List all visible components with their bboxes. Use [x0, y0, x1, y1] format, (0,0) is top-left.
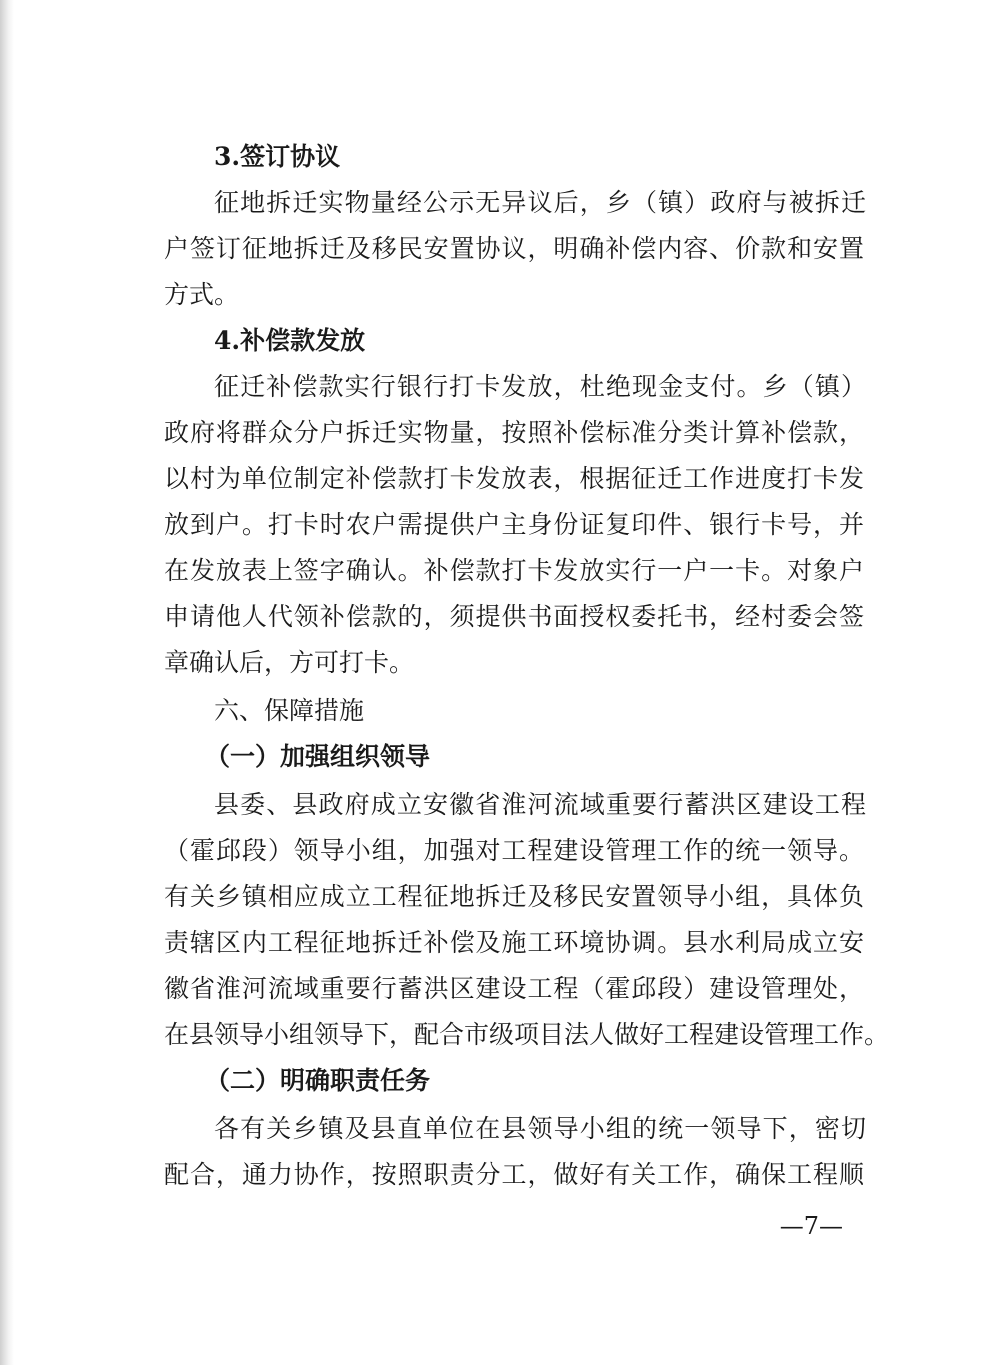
section-4-paragraph-line: 申请他人代领补偿款的，须提供书面授权委托书，经村委会签	[164, 602, 864, 631]
subsection-1-paragraph-line: 徽省淮河流域重要行蓄洪区建设工程（霍邱段）建设管理处，	[164, 974, 864, 1003]
subsection-1-paragraph-line: 在县领导小组领导下，配合市级项目法人做好工程建设管理工作。	[164, 1020, 890, 1049]
subsection-2-paragraph-line: 各有关乡镇及县直单位在县领导小组的统一领导下，密切	[214, 1114, 866, 1143]
section-4-paragraph-line: 章确认后，方可打卡。	[164, 648, 415, 677]
section-3-paragraph-line: 户签订征地拆迁及移民安置协议，明确补偿内容、价款和安置	[164, 234, 864, 263]
subsection-1-heading: （一）加强组织领导	[205, 742, 431, 771]
section-3-paragraph-line: 方式。	[164, 280, 240, 309]
subsection-1-paragraph-line: 县委、县政府成立安徽省淮河流域重要行蓄洪区建设工程	[214, 790, 866, 819]
subsection-1-paragraph-line: 责辖区内工程征地拆迁补偿及施工环境协调。县水利局成立安	[164, 928, 864, 957]
scan-edge-shadow	[0, 0, 14, 1365]
subsection-2-paragraph-line: 配合，通力协作，按照职责分工，做好有关工作，确保工程顺	[164, 1160, 864, 1189]
subsection-2-heading: （二）明确职责任务	[205, 1066, 431, 1095]
section-4-heading: 4.补偿款发放	[214, 326, 366, 355]
section-3-paragraph-line: 征地拆迁实物量经公示无异议后，乡（镇）政府与被拆迁	[214, 188, 866, 217]
section-4-paragraph-line: 征迁补偿款实行银行打卡发放，杜绝现金支付。乡（镇）	[214, 372, 866, 401]
section-4-paragraph-line: 政府将群众分户拆迁实物量，按照补偿标准分类计算补偿款，	[164, 418, 864, 447]
chapter-6-heading: 六、保障措施	[214, 696, 365, 725]
section-4-paragraph-line: 放到户。打卡时农户需提供户主身份证复印件、银行卡号，并	[164, 510, 864, 539]
subsection-1-paragraph-line: 有关乡镇相应成立工程征地拆迁及移民安置领导小组，具体负	[164, 882, 864, 911]
section-4-paragraph-line: 以村为单位制定补偿款打卡发放表，根据征迁工作进度打卡发	[164, 464, 864, 493]
subsection-1-paragraph-line: （霍邱段）领导小组，加强对工程建设管理工作的统一领导。	[164, 836, 864, 865]
page-number: —7—	[779, 1212, 843, 1240]
section-4-paragraph-line: 在发放表上签字确认。补偿款打卡发放实行一户一卡。对象户	[164, 556, 864, 585]
section-3-heading: 3.签订协议	[214, 142, 341, 171]
